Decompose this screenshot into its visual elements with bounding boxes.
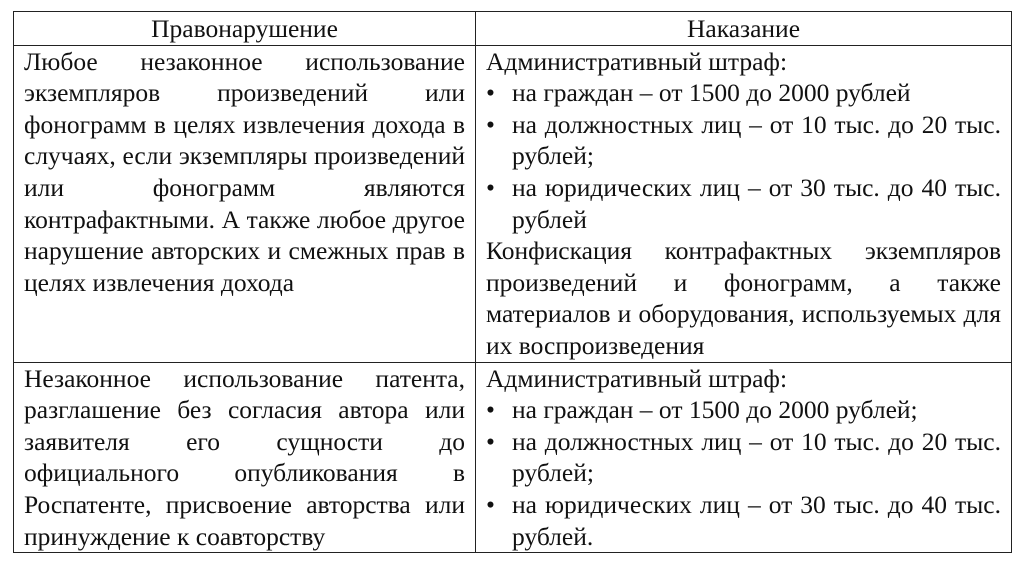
bullet-icon: • [486,426,495,456]
bullet-icon: • [486,489,495,519]
header-penalty: Наказание [476,12,1012,46]
fine-item-text: на должностных лиц – от 10 тыс. до 20 тыс. рублей; [512,109,1001,171]
fine-item-text: на юридических лиц – от 30 тыс. до 40 тыс. рублей. [512,489,1001,551]
fine-list [486,394,1001,552]
header-offense: Правонарушение [14,12,476,46]
offense-cell: Любое незаконное использование экземпляров произведений или фонограмм в целях извлечения дохода в случаях, если экземпляры произведений или фонограмм являются контрафактными. А также любое другое нарушение авторских и смежных прав в целях извлечения дохода [14,45,476,362]
bullet-icon: • [486,395,495,425]
table-row [14,362,1012,553]
fine-list [486,77,1001,235]
penalty-cell [476,362,1012,553]
bullet-icon: • [486,78,495,108]
penalty-cell [476,45,1012,362]
offenses-penalties-table [13,11,1012,553]
fine-item-text: на граждан – от 1500 до 2000 рублей [512,78,911,108]
offense-cell: Незаконное использование патента, разглашение без согласия автора или заявителя его сущности до официального опубликования в Роспатенте, присвоение авторства или принуждение к соавторству [14,362,476,553]
fine-heading: Административный штраф: [486,46,788,76]
fine-item-legal-entities [486,489,1001,552]
table-header-row [14,12,1012,46]
fine-item-officials [486,109,1001,172]
fine-item-legal-entities [486,172,1001,235]
fine-heading: Административный штраф: [486,363,788,393]
table-row [14,45,1012,362]
fine-item-citizens [486,394,1001,426]
fine-item-text: на граждан – от 1500 до 2000 рублей; [512,395,918,425]
bullet-icon: • [486,172,495,202]
bullet-icon: • [486,109,495,139]
fine-item-officials [486,426,1001,489]
confiscation-text: Конфискация контрафактных экземпляров произведений и фонограмм, а также материалов и оборудования, используемых для их воспроизведения [486,236,1001,360]
fine-item-text: на должностных лиц – от 10 тыс. до 20 тыс. рублей; [512,426,1001,488]
fine-item-text: на юридических лиц – от 30 тыс. до 40 тыс. рублей [512,172,1001,234]
fine-item-citizens [486,77,1001,109]
